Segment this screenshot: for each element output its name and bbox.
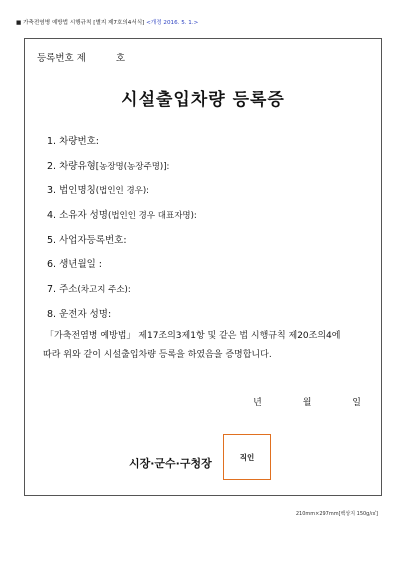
form-reference-note <box>16 18 198 26</box>
registration-number-suffix: 호 <box>115 53 126 64</box>
item-list <box>47 133 197 331</box>
issuer-title: 시장·군수·구청장 <box>129 457 212 470</box>
date-year: 년 <box>253 398 262 408</box>
list-item: 8. 운전자 성명: <box>47 308 112 320</box>
registration-number-label: 등록번호 제 <box>37 53 86 64</box>
statement-line-2: 따라 위와 같이 시설출입차량 등록을 하였음을 증명합니다. <box>43 350 272 360</box>
date-month: 월 <box>302 398 312 408</box>
list-item: 5. 사업자등록번호: <box>47 234 127 246</box>
certification-statement <box>31 329 373 363</box>
list-item: 7. 주소(차고지 주소): <box>47 284 131 296</box>
paper-spec: 210mm×297mm[백상지 150g/㎡] <box>295 511 378 517</box>
certificate-form <box>24 38 382 496</box>
list-item: 1. 차량번호: <box>47 136 99 147</box>
list-item: 2. 차량유형[농장명(농장주명)]: <box>47 160 170 172</box>
date-day: 일 <box>352 398 361 408</box>
registration-number <box>37 50 125 64</box>
page-title: 시설출입차량 등록증 <box>121 90 285 110</box>
seal-label: 직인 <box>239 452 255 462</box>
bullet-icon: ■ <box>16 20 22 26</box>
issue-date <box>215 395 361 408</box>
form-reference: 가축전염병 예방법 시행규칙 [별지 제7호의4서식] <box>23 20 145 26</box>
list-item: 4. 소유자 성명(법인인 경우 대표자명): <box>47 210 197 222</box>
statement-line-1: 「가축전염병 예방법」 제17조의3제1항 및 같은 법 시행규칙 제20조의4에 <box>45 331 341 341</box>
official-seal-box <box>223 434 271 480</box>
list-item: 6. 생년월일 : <box>47 259 103 271</box>
list-item: 3. 법인명칭(법인인 경우): <box>47 185 150 197</box>
amendment-note: <개정 2016. 5. 1.> <box>146 20 199 26</box>
